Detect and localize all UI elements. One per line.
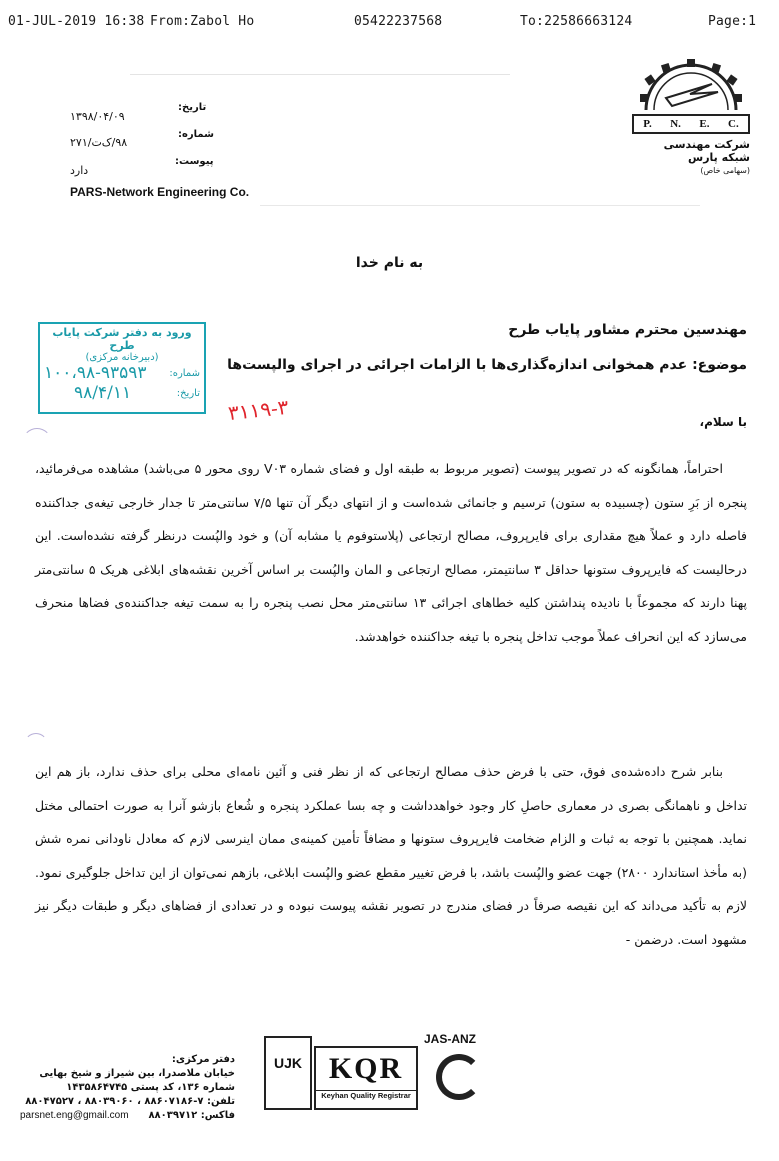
handwritten-reference: ۳۱۱۹-۳	[226, 394, 290, 426]
attachment-label: پیوست:	[175, 156, 214, 167]
stamp-date-value: ۹۸/۴/۱۱	[74, 383, 132, 403]
stamp-number-value: ۱۰۰،۹۸-۹۳۵۹۳	[44, 363, 147, 383]
email-link[interactable]: parsnet.eng@gmail.com	[20, 1110, 129, 1121]
letter-heading: به نام خدا	[355, 255, 424, 271]
logo-letter: C.	[728, 118, 739, 130]
addressee: مهندسین محترم مشاور پایاب طرح	[508, 322, 747, 338]
fax-page: Page:1	[708, 14, 757, 29]
date-label: تاریخ:	[178, 102, 207, 113]
kqr-caption: Keyhan Quality Registrar	[316, 1090, 416, 1100]
company-name-fa: شرکت مهندسی شبکه پارس	[663, 138, 750, 164]
body-paragraph-2: بنابر شرح داده‌شده‌ی فوق، حتی با فرض حذف مصالح ارتجاعی که از نظر فنی و آئین نامه‌ای محلی برای حذف ندارد، باز هم این تداخل و ناهمانگی بصری در معماری حاصلِ کار وجود خواهدداشت و چه بسا عملکرد پنجره و شُعاع بازشو آنرا به صورت احتمالی مختل نماید. همچنین با توجه به ثبات و الزام ضخامت فایرپروف ستونها و مضافاً تأمین کمینه‌ی ممان اینرسی لازم که معادل ناودانی نمره شش (به مأخذ استاندارد ۲۸۰۰) جهت عضو والپُست باشد، با فرض تغییر مقطع عضو والپُست ابلاغی، بازهم نمی‌توان از این تداخل جلوگیری نمود. لازم به تأکید می‌داند که این نقیصه صرفاً در فضای مندرج در تصویر نقشه پیوست نبوده و در تعدادی از فضاهای دیگر و طبقات دیگر نیز مشهود است. درضمن -	[35, 764, 748, 947]
received-stamp	[38, 322, 206, 414]
fax-number: فاکس: ۸۸۰۳۹۷۱۲	[148, 1110, 235, 1121]
greeting: با سلام،	[699, 415, 747, 429]
fax-datetime: 01-JUL-2019 16:38	[8, 14, 145, 29]
company-name-en: PARS-Network Engineering Co.	[70, 185, 250, 199]
address-line-1: خیابان ملاصدرا، بین شیراز و شیخ بهایی	[39, 1068, 235, 1079]
punch-hole-mark	[22, 428, 52, 458]
number-value: ۹۸/ک‌ت/۲۷۱	[70, 136, 128, 149]
stamp-subtitle: (دبیرخانه مرکزی)	[85, 352, 159, 363]
kqr-letters: KQR	[328, 1052, 404, 1085]
subject: موضوع: عدم همخوانی اندازه‌گذاری‌ها با الزامات اجرائی در اجرای والپست‌ها	[227, 357, 747, 373]
address-line-2: شماره ۱۳۶، کد پستی ۱۴۳۵۸۶۴۷۴۵	[66, 1082, 235, 1093]
jas-anz-label: JAS-ANZ	[424, 1032, 477, 1046]
jas-anz-c-icon	[436, 1054, 482, 1100]
logo-letter: N.	[670, 118, 681, 130]
body-paragraph-1: احتراماً، همانگونه که در تصویر پیوست (تصویر مربوط به طبقه اول و فضای شماره V۰۳ روی محور ۵ می‌باشد) مشاهده می‌فرمائید، پنجره از بَرِ ستون (چسبیده به ستون) ترسیم و جانمائی شده‌است و از انتهای دیگر آن تنها ۷/۵ سانتی‌متر تا جدار خارجی تیغه‌ی جداکننده فاصله دارد و عملاً هیچ مقداری برای فایرپروف، مصالح ارتجاعی (پلاستوفوم یا مشابه آن) و خود والپُست درنظر گرفته نشده‌است. این درحالیست که فایرپروف ستونها حداقل ۳ سانتیمتر، مصالح ارتجاعی و المان والپُست بر اساس آخرین نقشه‌های ابلاغی هریک ۵ سانتی‌متر پهنا دارند که مجموعاً با نادیده پنداشتن کلیه خطاهای اجرائی ۱۳ سانتی‌متر محل نصب پنجره را به سمت تیغه جداکننده‌ی فضاها منحرف می‌سازد که این انحراف عملاً موجب تداخل پنجره با تیغه جداکننده خواهدشد.	[35, 461, 748, 644]
stamp-number-label: شماره:	[169, 367, 200, 379]
footer-address	[20, 1053, 235, 1123]
fax-from: From:Zabol Ho	[150, 14, 255, 29]
logo-letters-box	[632, 114, 750, 134]
phone-numbers: تلفن: ۷-۸۸۶۰۷۱۸۶ ، ۸۸۰۳۹۰۶۰ ، ۸۸۰۴۷۵۲۷	[25, 1096, 235, 1107]
kqr-cert-logo	[314, 1046, 418, 1110]
logo-letter: P.	[643, 118, 652, 130]
gear-logo-icon	[632, 58, 750, 110]
fax-to: To:22586663124	[520, 14, 633, 29]
stamp-date-label: تاریخ:	[176, 387, 200, 399]
attachment-value: دارد	[70, 164, 89, 177]
company-type: (سهامی خاص)	[700, 166, 750, 175]
punch-hole-mark	[24, 733, 48, 757]
date-value: ۱۳۹۸/۰۴/۰۹	[70, 110, 125, 123]
scan-artifact-line	[130, 74, 510, 75]
scan-artifact-line	[260, 205, 700, 206]
ujk-cert-logo: UJK	[264, 1036, 312, 1110]
number-label: شماره:	[178, 129, 214, 140]
stamp-title: ورود به دفتر شرکت پایاب طرح	[52, 326, 192, 352]
fax-from-number: 05422237568	[354, 14, 443, 29]
office-label: دفتر مرکزی:	[171, 1054, 235, 1065]
logo-letter: E.	[699, 118, 710, 130]
company-logo	[632, 58, 750, 175]
